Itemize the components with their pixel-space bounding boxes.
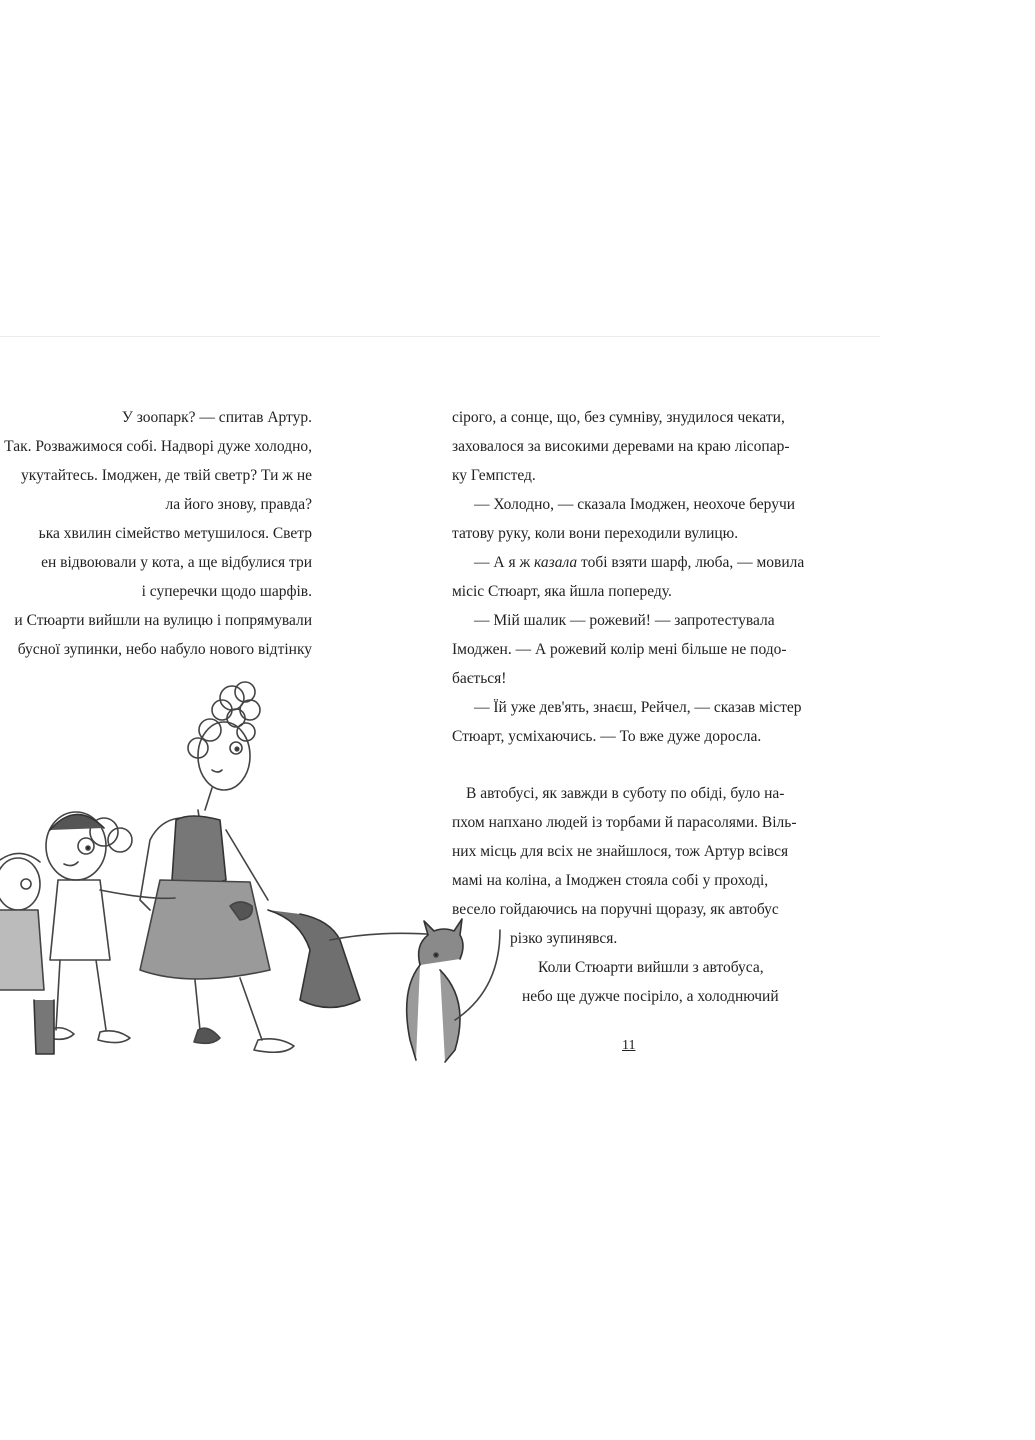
text-line: небо ще дужче посіріло, а холоднючий (522, 988, 779, 1005)
text-line: сірого, а сонце, що, без сумніву, знудилося чекати, (452, 409, 785, 426)
text-line: різко зупинявся. (510, 930, 618, 947)
text-line: заховалося за високими деревами на краю лісопар- (452, 438, 790, 455)
family-illustration (0, 670, 510, 1090)
text-line: і суперечки щодо шарфів. (141, 583, 312, 600)
text-line: В автобусі, як завжди в суботу по обіді, було на- (466, 785, 785, 802)
text-line: — Їй уже дев'ять, знаєш, Рейчел, — сказав містер (474, 699, 802, 716)
text-line: татову руку, коли вони переходили вулицю. (452, 525, 739, 542)
page-number: 11 (622, 1038, 636, 1053)
text-line: них місць для всіх не знайшлося, тож Артур всівся (452, 843, 789, 860)
text-line: Стюарт, усміхаючись. — То вже дуже доросла. (452, 728, 762, 745)
text-line: місіс Стюарт, яка йшла попереду. (452, 583, 672, 600)
text-line: Коли Стюарти вийшли з автобуса, (538, 959, 764, 976)
text-line: — Холодно, — сказала Імоджен, неохоче беручи (474, 496, 796, 513)
emphasis-word: казала (534, 554, 578, 571)
text-line: и Стюарти вийшли на вулицю і попрямували (14, 612, 312, 629)
text-line: ен відвоювали у кота, а ще відбулися три (41, 554, 312, 571)
text-line: бусної зупинки, небо набуло нового відтінку (17, 641, 312, 658)
text-line: — А я ж казала тобі взяти шарф, люба, — мовила (474, 554, 805, 571)
text-line: мамі на коліна, а Імоджен стояла собі у проході, (452, 872, 769, 889)
text-line: ька хвилин сімейство метушилося. Светр (38, 525, 312, 542)
text-line: бається! (452, 670, 507, 687)
text-line: — Мій шалик — рожевий! — запротестувала (474, 612, 775, 629)
text-line: Так. Розважимося собі. Надворі дуже холодно, (4, 438, 312, 455)
text-line: ку Гемпстед. (452, 467, 536, 484)
text-line: пхом напхано людей із торбами й парасолями. Віль- (452, 814, 797, 831)
text-line: Імоджен. — А рожевий колір мені більше не подо- (452, 641, 787, 658)
boy-figure (0, 853, 54, 1054)
text-line: укутайтесь. Імоджен, де твій светр? Ти ж не (21, 467, 312, 484)
text-line: весело гойдаючись на поручні щоразу, як автобус (452, 901, 779, 918)
text-line: У зоопарк? — спитав Артур. (121, 409, 312, 426)
text-line: ла його знову, правда? (165, 496, 312, 513)
cat-figure (407, 919, 500, 1062)
